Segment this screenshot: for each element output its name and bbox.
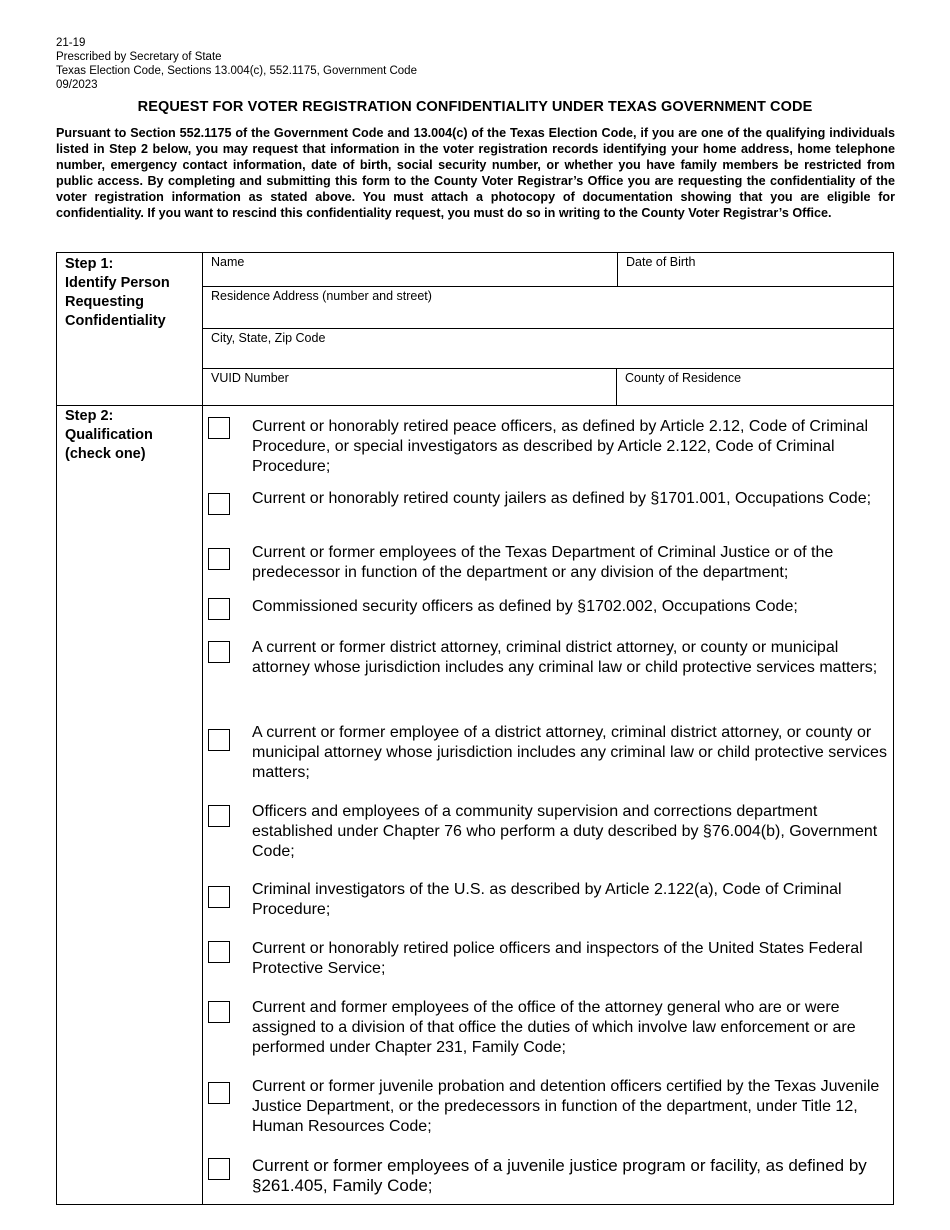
qualification-text: Current and former employees of the office of the attorney general who are or were assigned to a division of that office the duties of which involve law enforcement or are performed under Chapter 231, Family Code; bbox=[252, 999, 856, 1056]
address-field[interactable] bbox=[203, 287, 893, 329]
prescribed-by: Prescribed by Secretary of State bbox=[56, 51, 222, 63]
qualification-text: A current or former employee of a district attorney, criminal district attorney, or county or municipal attorney whose jurisdiction includes any criminal law or child protective services matters; bbox=[252, 724, 887, 781]
checkbox[interactable] bbox=[208, 886, 230, 908]
checkbox[interactable] bbox=[208, 941, 230, 963]
city-state-zip-label: City, State, Zip Code bbox=[211, 331, 326, 345]
city-state-zip-field[interactable] bbox=[203, 329, 893, 369]
checkbox[interactable] bbox=[208, 417, 230, 439]
qualification-text: A current or former district attorney, criminal district attorney, or county or municipal attorney whose jurisdiction includes any criminal law or child protective services matters; bbox=[252, 639, 878, 676]
address-label: Residence Address (number and street) bbox=[211, 289, 432, 303]
dob-label: Date of Birth bbox=[626, 255, 696, 269]
checkbox[interactable] bbox=[208, 598, 230, 620]
revision-date: 09/2023 bbox=[56, 79, 98, 91]
form-header-meta bbox=[56, 36, 417, 92]
qualification-text: Criminal investigators of the U.S. as described by Article 2.122(a), Code of Criminal Procedure; bbox=[252, 881, 842, 918]
qualification-text: Current or honorably retired peace officers, as defined by Article 2.12, Code of Criminal Procedure, or special investigators as described by Article 2.122, Code of Criminal Procedure; bbox=[252, 418, 869, 475]
checkbox[interactable] bbox=[208, 1082, 230, 1104]
city-state-zip-input[interactable] bbox=[211, 352, 889, 366]
qualification-text: Current or former employees of a juvenile justice program or facility, as defined by §261.405, Family Code; bbox=[252, 1156, 867, 1195]
step1-label: Step 1: Identify Person Requesting Confidentiality bbox=[65, 256, 170, 329]
name-input[interactable] bbox=[211, 270, 613, 284]
checkbox[interactable] bbox=[208, 641, 230, 663]
address-input[interactable] bbox=[211, 312, 889, 326]
checkbox[interactable] bbox=[208, 1001, 230, 1023]
checkbox[interactable] bbox=[208, 548, 230, 570]
checkbox[interactable] bbox=[208, 493, 230, 515]
qualification-text: Current or honorably retired police officers and inspectors of the United States Federal Protective Service; bbox=[252, 940, 863, 977]
qualification-text: Current or former juvenile probation and detention officers certified by the Texas Juvenile Justice Department, or the predecessors in function of the department, under Title 12, Human Resources Code; bbox=[252, 1078, 880, 1135]
qualification-text: Current or former employees of the Texas Department of Criminal Justice or of the predecessor in function of the department or any division of the department; bbox=[252, 544, 834, 581]
form-title: REQUEST FOR VOTER REGISTRATION CONFIDENTIALITY UNDER TEXAS GOVERNMENT CODE bbox=[137, 99, 813, 115]
county-input[interactable] bbox=[625, 390, 889, 404]
dob-field[interactable] bbox=[618, 253, 893, 287]
vuid-field[interactable] bbox=[203, 369, 617, 406]
dob-input[interactable] bbox=[626, 270, 889, 284]
vuid-label: VUID Number bbox=[211, 371, 289, 385]
checkbox[interactable] bbox=[208, 729, 230, 751]
statute-reference: Texas Election Code, Sections 13.004(c), 552.1175, Government Code bbox=[56, 65, 417, 77]
county-field[interactable] bbox=[617, 369, 893, 406]
name-label: Name bbox=[211, 255, 245, 269]
county-label: County of Residence bbox=[625, 371, 742, 385]
name-field[interactable] bbox=[203, 253, 618, 287]
form-table bbox=[56, 252, 894, 1205]
form-number: 21-19 bbox=[56, 37, 86, 49]
qualification-text: Current or honorably retired county jailers as defined by §1701.001, Occupations Code; bbox=[252, 490, 872, 507]
qualification-text: Officers and employees of a community supervision and corrections department established under Chapter 76 who perform a duty described by §76.004(b), Government Code; bbox=[252, 803, 878, 860]
checkbox[interactable] bbox=[208, 805, 230, 827]
intro-paragraph: Pursuant to Section 552.1175 of the Government Code and 13.004(c) of the Texas Election Code, if you are one of the qualifying individuals listed in Step 2 below, you may request that information in the voter registration records identifying your home address, home telephone number, emergency contact information, date of birth, social security number, or whether you have family members be restricted from public access. By completing and submitting this form to the County Voter Registrar’s Office you are requesting the confidentiality of the voter registration information as stated above. You must attach a photocopy of documentation showing that you are eligible for confidentiality. If you want to rescind this confidentiality request, you must do so in writing to the County Voter Registrar’s Office. bbox=[56, 126, 895, 220]
checkbox[interactable] bbox=[208, 1158, 230, 1180]
vuid-input[interactable] bbox=[211, 390, 612, 404]
qualification-text: Commissioned security officers as defined by §1702.002, Occupations Code; bbox=[252, 598, 798, 615]
step2-label: Step 2: Qualification (check one) bbox=[65, 408, 153, 462]
